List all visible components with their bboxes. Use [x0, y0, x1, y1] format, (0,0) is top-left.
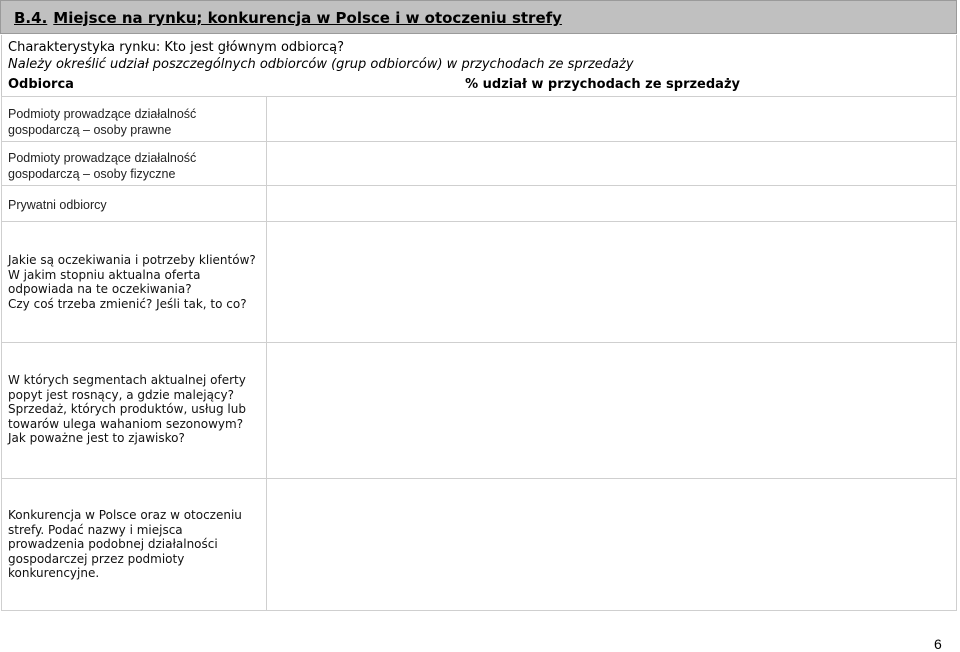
- answer-field[interactable]: [267, 186, 957, 221]
- row-label-line: towarów ulega wahaniom sezonowym?: [8, 416, 244, 431]
- row-label-line: prowadzenia podobnej działalności: [8, 537, 218, 552]
- row-label-line: Prywatni odbiorcy: [8, 198, 107, 212]
- row-label-cell: [1, 222, 267, 342]
- row-label-line: Konkurencja w Polsce oraz w otoczeniu: [8, 508, 242, 522]
- row-label-cell: [1, 97, 267, 141]
- row-label-line: Czy coś trzeba zmienić? Jeśli tak, to co?: [8, 296, 247, 311]
- column-header-share: % udział w przychodach ze sprzedaży: [465, 77, 740, 92]
- row-label-cell: [1, 186, 267, 221]
- row-label-line: Jakie są oczekiwania i potrzeby klientów?: [8, 253, 256, 267]
- row-label-line: Podmioty prowadzące działalność: [8, 107, 197, 121]
- section-title: [14, 9, 562, 27]
- row-label-line: W których segmentach aktualnej oferty: [8, 373, 246, 387]
- table-row: [1, 221, 957, 342]
- row-label-cell: [1, 479, 267, 610]
- intro-question: Charakterystyka rynku: Kto jest głównym odbiorcą?: [8, 40, 345, 55]
- section-number: B.4.: [14, 9, 48, 27]
- table-row: [1, 342, 957, 478]
- answer-field[interactable]: [267, 142, 957, 185]
- row-label-line: gospodarczej przez podmioty: [8, 551, 185, 566]
- row-label-line: Sprzedaż, których produktów, usług lub: [8, 402, 246, 417]
- table-row: [1, 478, 957, 611]
- row-label-line: Jak poważne jest to zjawisko?: [8, 431, 185, 446]
- row-label-line: W jakim stopniu aktualna oferta: [8, 267, 201, 282]
- answer-field[interactable]: [267, 222, 957, 342]
- row-label-line: Podmioty prowadzące działalność: [8, 151, 197, 165]
- row-label-cell: [1, 343, 267, 478]
- section-title-text: Miejsce na rynku; konkurencja w Polsce i w otoczeniu strefy: [53, 9, 562, 27]
- form-table: [1, 96, 957, 611]
- intro-instruction: Należy określić udział poszczególnych odbiorców (grup odbiorców) w przychodach ze sprzedaży: [8, 57, 634, 72]
- row-label-line: odpowiada na te oczekiwania?: [8, 282, 192, 297]
- row-label-line: strefy. Podać nazwy i miejsca: [8, 522, 183, 537]
- row-label-line: konkurencyjne.: [8, 566, 100, 581]
- table-row: [1, 141, 957, 185]
- table-row: [1, 185, 957, 221]
- market-intro: [1, 35, 957, 96]
- row-label-line: gospodarczą – osoby prawne: [8, 123, 172, 137]
- page-number: 6: [934, 636, 942, 652]
- answer-field[interactable]: [267, 343, 957, 478]
- row-label-line: gospodarczą – osoby fizyczne: [8, 167, 176, 181]
- row-label-line: popyt jest rosnący, a gdzie malejący?: [8, 387, 234, 402]
- row-label-cell: [1, 142, 267, 185]
- answer-field[interactable]: [267, 97, 957, 141]
- table-row: [1, 96, 957, 141]
- answer-field[interactable]: [267, 479, 957, 610]
- column-header-recipient: Odbiorca: [8, 77, 74, 92]
- section-title-bar: [0, 0, 957, 34]
